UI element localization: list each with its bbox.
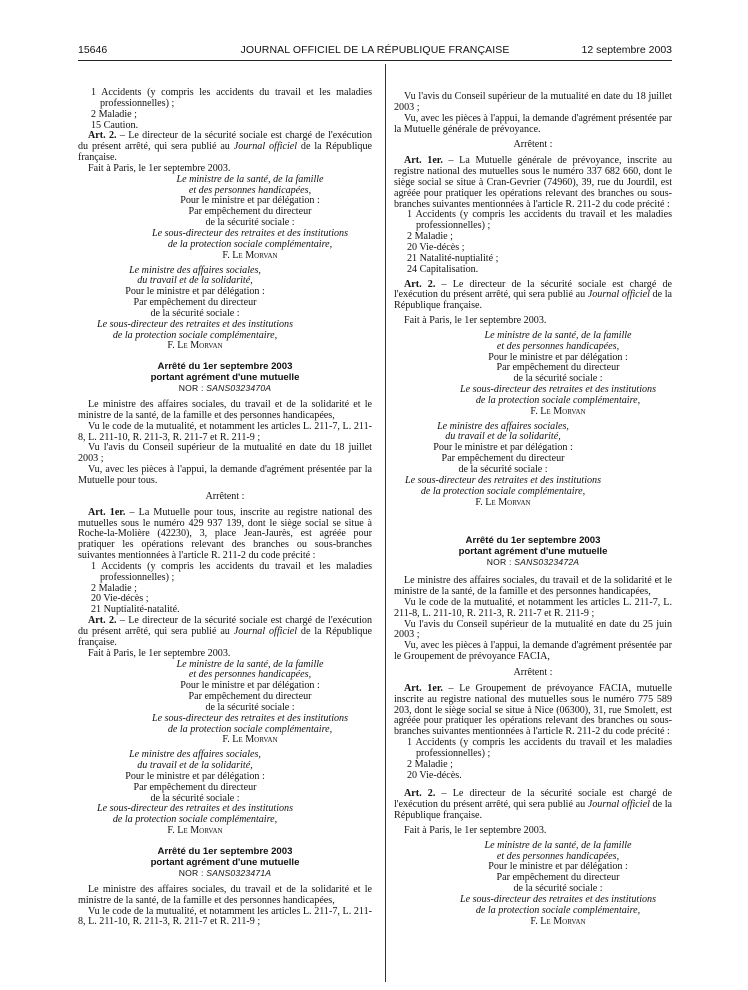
signature-block: Le ministre des affaires sociales, du travail et de la solidarité, Pour le ministre et par délégation : Par empêchement du directeur de la sécurité sociale : Le sous-directeur des retraites et des institutions de la protection sociale complémentaire, F. Le Morvan	[394, 422, 612, 509]
list-item: 20 Vie-décès ;	[91, 593, 149, 605]
page-number: 15646	[78, 44, 108, 56]
article-1: Art. 1er. – Le Groupement de prévoyance FACIA, mutuelle inscrite au registre national des mutuelles sous le numéro 775 589 203, dont le siège social se situe à Nice (06300), 31, rue Smolett, est agréée pour pratiquer les opérations relevant des branches ou sous-branches suivantes mentionnées à l'article R. 211-2 du code précité :	[394, 682, 672, 738]
signature-block: Le ministre de la santé, de la famille et des personnes handicapées, Pour le ministre et par délégation : Par empêchement du directeur de la sécurité sociale : Le sous-directeur des retraites et des institutions de la protection sociale complémentaire, F. Le Morvan	[128, 660, 372, 747]
paragraph: Vu, avec les pièces à l'appui, la demande d'agrément présentée par la Mutuelle générale de prévoyance.	[394, 112, 672, 135]
list-item: 15 Caution.	[91, 119, 139, 131]
signature-block: Le ministre de la santé, de la famille et des personnes handicapées, Pour le ministre et par délégation : Par empêchement du directeur de la sécurité sociale : Le sous-directeur des retraites et des institutions de la protection sociale complémentaire, F. Le Morvan	[128, 175, 372, 262]
paragraph: Vu, avec les pièces à l'appui, la demande d'agrément présentée par le Groupement de prévoyance FACIA,	[394, 640, 672, 663]
signatory-name: F. Le Morvan	[222, 734, 278, 746]
signatory-name: F. Le Morvan	[530, 405, 586, 417]
decree-title: Arrêté du 1er septembre 2003	[465, 535, 601, 547]
list-item: 24 Capitalisation.	[407, 263, 479, 275]
decree-subtitle: portant agrément d'une mutuelle	[150, 371, 300, 383]
decree-subtitle: portant agrément d'une mutuelle	[150, 856, 300, 868]
signatory-name: F. Le Morvan	[167, 340, 223, 352]
nor-reference: NOR : SANS0323472A	[486, 557, 580, 568]
signature-block: Le ministre des affaires sociales, du travail et de la solidarité, Pour le ministre et par délégation : Par empêchement du directeur de la sécurité sociale : Le sous-directeur des retraites et des institutions de la protection sociale complémentaire, F. Le Morvan	[78, 750, 312, 837]
issue-date: 12 septembre 2003	[581, 44, 672, 56]
article-1: Art. 1er. – La Mutuelle pour tous, inscrite au registre national des mutuelles sous le numéro 429 937 139, dont le siège social se situe à Roche-la-Molière (42230), 3, place Jean-Jaurès, est agréée pour pratiquer les opérations relevant des branches ou sous-branches suivantes mentionnées à l'article R. 211-2 du code précité :	[78, 506, 372, 562]
list-item: 1 Accidents (y compris les accidents du travail et les maladies professionnelles) ;	[91, 560, 372, 583]
paragraph: Vu le code de la mutualité, et notamment les articles L. 211-7, L. 211-8, L. 211-10, R. 211-3, R. 211-7 et R. 211-9 ;	[78, 905, 372, 928]
list-item: 1 Accidents (y compris les accidents du travail et les maladies professionnelles) ;	[91, 87, 372, 109]
list-item: 2 Maladie ;	[407, 758, 453, 770]
list-item: 2 Maladie ;	[407, 231, 453, 243]
signatory-name: F. Le Morvan	[475, 496, 531, 508]
paragraph: Vu le code de la mutualité, et notamment les articles L. 211-7, L. 211-8, L. 211-10, R. 211-3, R. 211-7 et R. 211-9 ;	[78, 420, 372, 443]
right-column	[394, 92, 672, 928]
signatory-name: F. Le Morvan	[167, 825, 223, 837]
header-rule	[78, 60, 672, 61]
article-label: Art. 2.	[88, 130, 117, 142]
list-item: 1 Accidents (y compris les accidents du travail et les maladies professionnelles) ;	[407, 737, 672, 759]
list-item: 2 Maladie ;	[91, 108, 137, 120]
paragraph: Vu l'avis du Conseil supérieur de la mutualité en date du 25 juin 2003 ;	[394, 618, 672, 641]
decree-title: Arrêté du 1er septembre 2003	[157, 361, 293, 373]
arretent-heading: Arrêtent :	[205, 490, 245, 502]
signature-block: Le ministre des affaires sociales, du travail et de la solidarité, Pour le ministre et par délégation : Par empêchement du directeur de la sécurité sociale : Le sous-directeur des retraites et des institutions de la protection sociale complémentaire, F. Le Morvan	[78, 266, 312, 353]
signing-place-date: Fait à Paris, le 1er septembre 2003.	[404, 824, 547, 836]
nor-reference: NOR : SANS0323471A	[178, 868, 272, 878]
decree-title: Arrêté du 1er septembre 2003	[157, 846, 293, 857]
paragraph: Vu l'avis du Conseil supérieur de la mutualité en date du 18 juillet 2003 ;	[394, 91, 672, 113]
decree-subtitle: portant agrément d'une mutuelle	[458, 545, 608, 557]
page-header	[78, 40, 672, 58]
article-2: Art. 2. – Le directeur de la sécurité sociale est chargé de l'exécution du présent arrêté, qui sera publié au Journal officiel de la République française.	[78, 615, 373, 648]
signature-block: Le ministre de la santé, de la famille et des personnes handicapées, Pour le ministre et par délégation : Par empêchement du directeur de la sécurité sociale : Le sous-directeur des retraites et des institutions de la protection sociale complémentaire, F. Le Morvan	[444, 841, 672, 928]
list-item: 2 Maladie ;	[91, 582, 137, 594]
signing-place-date: Fait à Paris, le 1er septembre 2003.	[88, 647, 231, 659]
nor-reference: NOR : SANS0323470A	[178, 383, 272, 394]
signing-place-date: Fait à Paris, le 1er septembre 2003.	[404, 315, 547, 327]
journal-title: JOURNAL OFFICIEL DE LA RÉPUBLIQUE FRANÇAISE	[240, 44, 510, 56]
signatory-name: F. Le Morvan	[530, 915, 586, 927]
list-item: 20 Vie-décès.	[407, 769, 462, 781]
list-item: 21 Nuptialité-natalité.	[91, 604, 180, 616]
paragraph: Vu le code de la mutualité, et notamment les articles L. 211-7, L. 211-8, L. 211-10, R. 211-3, R. 211-7 et R. 211-9 ;	[394, 596, 672, 619]
arretent-heading: Arrêtent :	[513, 666, 553, 678]
paragraph: Le ministre des affaires sociales, du travail et de la solidarité et le ministre de la santé, de la famille et des personnes handicapées,	[394, 575, 672, 598]
article-2: Art. 2. – Le directeur de la sécurité sociale est chargé de l'exécution du présent arrêté, qui sera publié au Journal officiel de la République française.	[394, 278, 673, 312]
journal-ref: Journal officiel	[233, 141, 298, 153]
column-divider	[385, 64, 386, 982]
paragraph: Le ministre des affaires sociales, du travail et de la solidarité et le ministre de la santé, de la famille et des personnes handicapées,	[78, 399, 372, 421]
arretent-heading: Arrêtent :	[513, 139, 553, 151]
article-2: Art. 2. – Le directeur de la sécurité sociale est chargé de l'exécution du présent arrêté, qui sera publié au Journal officiel de la République française.	[394, 788, 673, 822]
list-item: 20 Vie-décès ;	[407, 241, 465, 253]
signatory-name: F. Le Morvan	[222, 249, 278, 261]
left-column	[78, 88, 372, 928]
article-2: Art. 2. – Le directeur de la sécurité sociale est chargé de l'exécution du présent arrêté, qui sera publié au Journal officiel de la République française.	[78, 130, 373, 164]
list-item: 21 Natalité-nuptialité ;	[407, 252, 499, 264]
paragraph: Vu l'avis du Conseil supérieur de la mutualité en date du 18 juillet 2003 ;	[78, 442, 372, 465]
paragraph: Vu, avec les pièces à l'appui, la demande d'agrément présentée par la Mutuelle pour tous.	[78, 464, 372, 486]
paragraph: Le ministre des affaires sociales, du travail et de la solidarité et le ministre de la santé, de la famille et des personnes handicapées,	[78, 883, 372, 906]
article-1: Art. 1er. – La Mutuelle générale de prévoyance, inscrite au registre national des mutuelles sous le numéro 337 682 660, dont le siège social se situe à Cran-Gevrier (74960), 39, rue du Jourdil, est agréée pour pratiquer les opérations relevant des branches ou sous-branches suivantes mentionnées à l'article R. 211-2 du code précité :	[394, 155, 673, 210]
signing-place-date: Fait à Paris, le 1er septembre 2003.	[88, 162, 231, 174]
list-item: 1 Accidents (y compris les accidents du travail et les maladies professionnelles) ;	[407, 209, 672, 232]
signature-block: Le ministre de la santé, de la famille et des personnes handicapées, Pour le ministre et par délégation : Par empêchement du directeur de la sécurité sociale : Le sous-directeur des retraites et des institutions de la protection sociale complémentaire, F. Le Morvan	[444, 331, 672, 418]
